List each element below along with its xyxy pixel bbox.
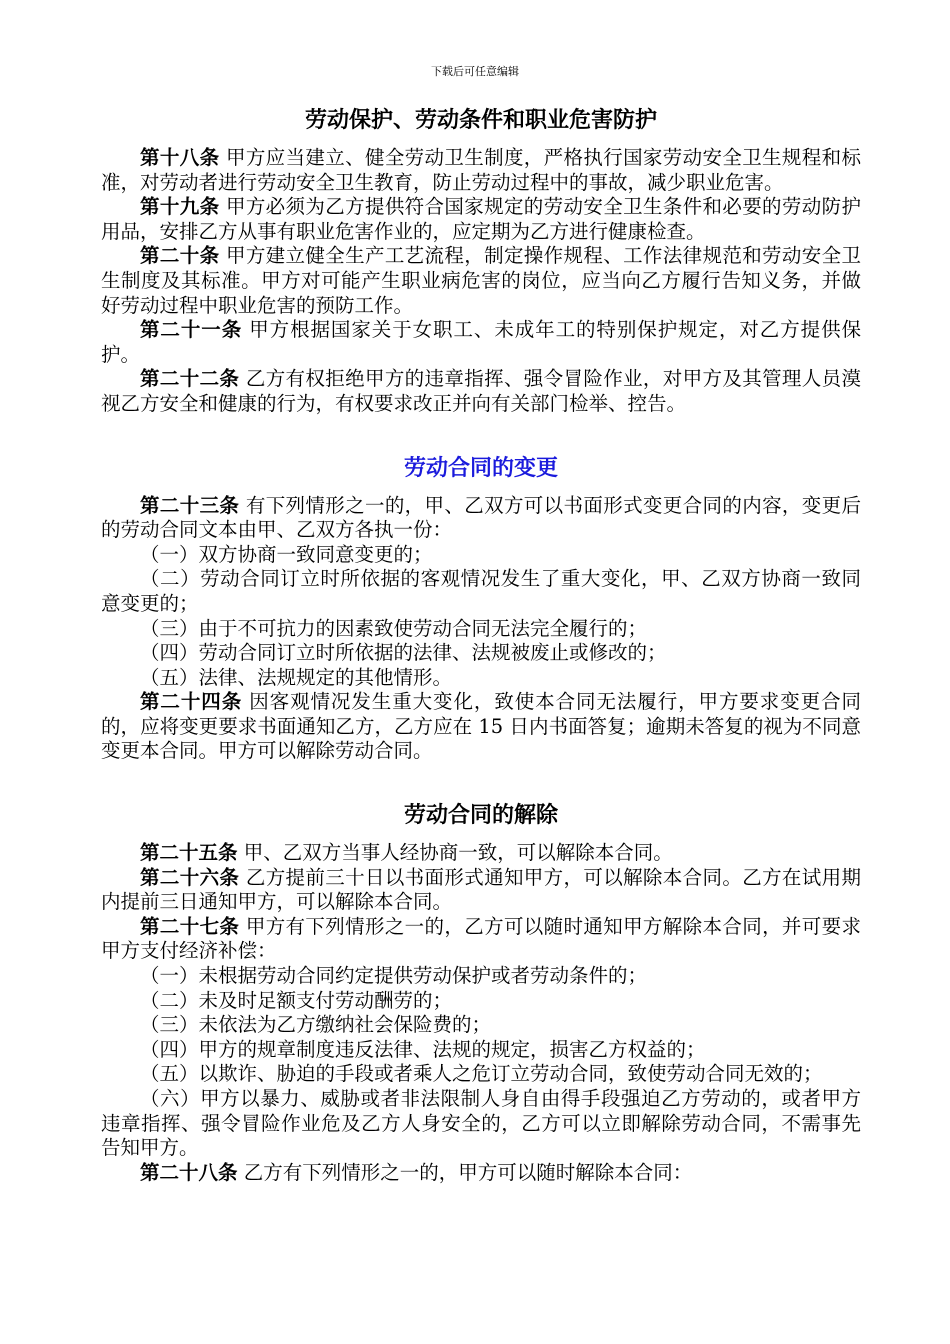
article-number: 第二十五条 <box>140 841 238 865</box>
article-19 <box>101 195 861 244</box>
article-text: 乙方有权拒绝甲方的违章指挥、强令冒险作业，对甲方及其管理人员漠视乙方安全和健康的行为，有权要求改正并向有关部门检举、控告。 <box>101 367 861 415</box>
article-text: 甲方应当建立、健全劳动卫生制度，严格执行国家劳动安全卫生规程和标准，对劳动者进行劳动安全卫生教育，防止劳动过程中的事故，减少职业危害。 <box>101 146 861 194</box>
list-item: （二）劳动合同订立时所依据的客观情况发生了重大变化，甲、乙双方协商一致同意变更的； <box>101 567 861 615</box>
article-text: 甲方有下列情形之一的，乙方可以随时通知甲方解除本合同，并可要求甲方支付经济补偿： <box>101 914 861 963</box>
list-item: （三）由于不可抗力的因素致使劳动合同无法完全履行的； <box>140 616 648 640</box>
article-number: 第十八条 <box>140 146 220 169</box>
article-number: 第二十六条 <box>140 865 240 889</box>
list-item: （一）未根据劳动合同约定提供劳动保护或者劳动条件的； <box>140 964 648 988</box>
article-text: 有下列情形之一的，甲、乙双方可以书面形式变更合同的内容，变更后的劳动合同文本由甲、乙双方各执一份： <box>101 493 861 542</box>
article-number: 第二十一条 <box>140 318 243 342</box>
list-item: （五）法律、法规规定的其他情形。 <box>140 665 453 689</box>
section-title-contract-change: 劳动合同的变更 <box>403 454 558 481</box>
article-23 <box>101 494 861 543</box>
article-20 <box>101 244 861 318</box>
list-item: （三）未依法为乙方缴纳社会保险费的； <box>140 1013 492 1037</box>
list-item: （一）双方协商一致同意变更的； <box>140 542 433 566</box>
article-number: 第二十条 <box>140 244 220 268</box>
article-number: 第二十三条 <box>140 493 240 517</box>
article-28 <box>101 1161 861 1186</box>
list-item: （四）甲方的规章制度违反法律、法规的规定，损害乙方权益的； <box>140 1037 706 1061</box>
article-24 <box>101 690 861 764</box>
article-text: 乙方提前三十日以书面形式通知甲方，可以解除本合同。乙方在试用期内提前三日通知甲方，可以解除本合同。 <box>101 865 861 914</box>
section-title-labor-protection: 劳动保护、劳动条件和职业危害防护 <box>304 107 657 133</box>
list-item: （六）甲方以暴力、威胁或者非法限制人身自由得手段强迫乙方劳动的，或者甲方违章指挥、强令冒险作业危及乙方人身安全的，乙方可以立即解除劳动合同，不需事先告知甲方。 <box>101 1087 861 1160</box>
article-number: 第二十八条 <box>140 1160 238 1184</box>
article-number: 第二十七条 <box>140 914 240 938</box>
article-text: 甲、乙双方当事人经协商一致，可以解除本合同。 <box>237 841 673 865</box>
article-text: 乙方有下列情形之一的，甲方可以随时解除本合同： <box>237 1160 693 1184</box>
article-text: 甲方必须为乙方提供符合国家规定的劳动安全卫生条件和必要的劳动防护用品，安排乙方从事有职业危害作业的，应定期为乙方进行健康检查。 <box>101 195 861 243</box>
article-text: 甲方建立健全生产工艺流程，制定操作规程、工作法律规范和劳动安全卫生制度及其标准。甲方对可能产生职业病危害的岗位，应当向乙方履行告知义务，并做好劳动过程中职业危害的预防工作。 <box>101 244 861 317</box>
document-content <box>101 104 861 1185</box>
list-item: （二）未及时足额支付劳动酬劳的； <box>140 988 453 1012</box>
article-25 <box>101 841 861 866</box>
article-text: 因客观情况发生重大变化，致使本合同无法履行，甲方要求变更合同的，应将变更要求书面通知乙方，乙方应在 15 日内书面答复；逾期未答复的视为不同意变更本合同。甲方可以解除劳动合同。 <box>101 690 861 763</box>
article-21 <box>101 318 861 367</box>
article-22 <box>101 367 861 416</box>
article-18 <box>101 146 861 195</box>
header-note: 下载后可任意编辑 <box>431 65 519 78</box>
list-item: （五）以欺诈、胁迫的手段或者乘人之危订立劳动合同，致使劳动合同无效的； <box>140 1062 823 1086</box>
article-text: 甲方根据国家关于女职工、未成年工的特别保护规定，对乙方提供保护。 <box>101 318 861 366</box>
article-number: 第二十二条 <box>140 367 240 391</box>
article-27 <box>101 915 861 964</box>
article-26 <box>101 866 861 915</box>
list-item: （四）劳动合同订立时所依据的法律、法规被废止或修改的； <box>140 641 667 665</box>
article-number: 第十九条 <box>140 195 220 219</box>
article-number: 第二十四条 <box>140 690 243 714</box>
section-title-contract-termination: 劳动合同的解除 <box>403 802 558 829</box>
